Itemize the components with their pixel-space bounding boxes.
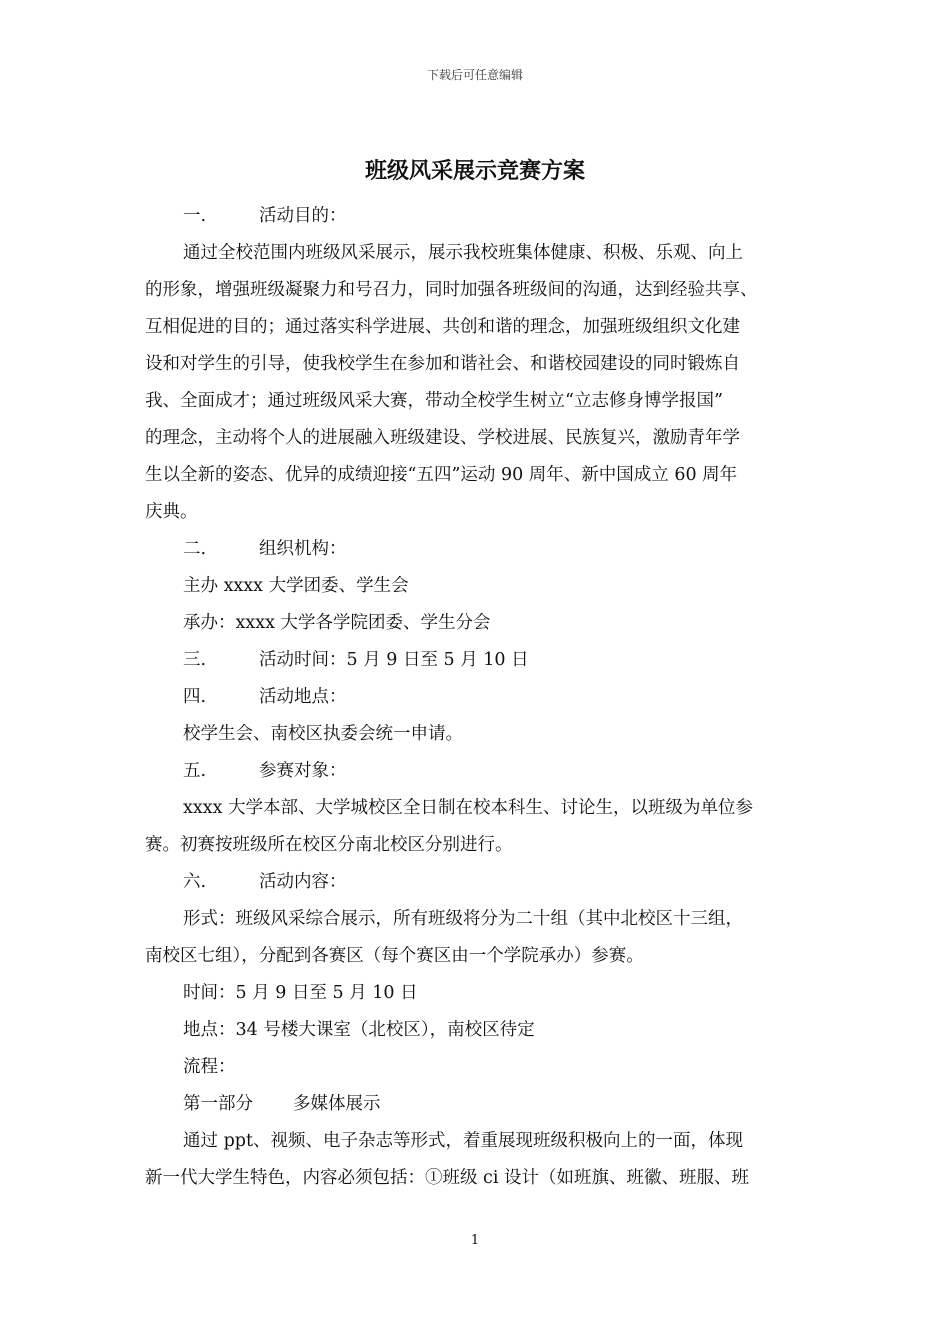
paragraph-line: 形式：班级风采综合展示，所有班级将分为二十组（其中北校区十三组， bbox=[183, 909, 743, 929]
paragraph-line: 赛。初赛按班级所在校区分南北校区分别进行。 bbox=[145, 835, 513, 855]
paragraph-line: 南校区七组），分配到各赛区（每个赛区由一个学院承办）参赛。 bbox=[145, 946, 644, 966]
section-label: 参赛对象： bbox=[259, 761, 347, 781]
paragraph-line: 通过全校范围内班级风采展示，展示我校班集体健康、积极、乐观、向上 bbox=[183, 243, 743, 263]
section-heading-organization bbox=[145, 531, 810, 568]
section-number: 五. bbox=[183, 761, 207, 781]
section-heading-purpose bbox=[145, 198, 810, 235]
section-label: 活动目的： bbox=[259, 206, 347, 226]
section-heading-time bbox=[145, 642, 810, 679]
paragraph-line: 新一代大学生特色，内容必须包括：①班级 ci 设计（如班旗、班徽、班服、班 bbox=[145, 1168, 750, 1188]
flow-line: 流程： bbox=[183, 1057, 236, 1077]
section-number: 六. bbox=[183, 872, 207, 892]
paragraph-line: 我、全面成才；通过班级风采大赛，带动全校学生树立“立志修身博学报国” bbox=[145, 391, 723, 411]
paragraph-line: 庆典。 bbox=[145, 502, 198, 522]
section-label: 活动地点： bbox=[259, 687, 347, 707]
paragraph-line: xxxx 大学本部、大学城校区全日制在校本科生、讨论生，以班级为单位参 bbox=[183, 798, 754, 818]
section-number: 一. bbox=[183, 206, 207, 226]
section-heading-participants bbox=[145, 753, 810, 790]
section-heading-venue bbox=[145, 679, 810, 716]
part-heading bbox=[145, 1086, 810, 1123]
section-number: 三. bbox=[183, 650, 207, 670]
paragraph-line: 的理念，主动将个人的进展融入班级建设、学校进展、民族复兴，激励青年学 bbox=[145, 428, 740, 448]
section-heading-content bbox=[145, 864, 810, 901]
section-number: 四. bbox=[183, 687, 207, 707]
organizer-line: 承办：xxxx 大学各学院团委、学生分会 bbox=[183, 613, 491, 633]
document-title: 班级风采展示竞赛方案 bbox=[364, 159, 585, 184]
section-label: 组织机构： bbox=[259, 539, 347, 559]
paragraph-line: 生以全新的姿态、优异的成绩迎接“五四”运动 90 周年、新中国成立 60 周年 bbox=[145, 465, 738, 485]
place-line: 地点：34 号楼大课室（北校区），南校区待定 bbox=[183, 1020, 535, 1040]
section-label: 活动时间：5 月 9 日至 5 月 10 日 bbox=[259, 650, 529, 670]
paragraph-line: 设和对学生的引导，使我校学生在参加和谐社会、和谐校园建设的同时锻炼自 bbox=[145, 354, 740, 374]
host-line: 主办 xxxx 大学团委、学生会 bbox=[183, 576, 409, 596]
section-label: 活动内容： bbox=[259, 872, 347, 892]
page-header: 下载后可任意编辑 bbox=[426, 68, 523, 82]
paragraph-line: 通过 ppt、视频、电子杂志等形式，着重展现班级积极向上的一面，体现 bbox=[183, 1131, 743, 1151]
page-number: 1 bbox=[470, 1233, 480, 1248]
section-number: 二. bbox=[183, 539, 207, 559]
venue-line: 校学生会、南校区执委会统一申请。 bbox=[183, 724, 463, 744]
part-label: 多媒体展示 bbox=[293, 1094, 381, 1114]
paragraph-line: 的形象，增强班级凝聚力和号召力，同时加强各班级间的沟通，达到经验共享、 bbox=[145, 280, 758, 300]
document-body bbox=[145, 198, 810, 1197]
paragraph-line: 互相促进的目的；通过落实科学进展、共创和谐的理念，加强班级组织文化建 bbox=[145, 317, 740, 337]
time-line: 时间：5 月 9 日至 5 月 10 日 bbox=[183, 983, 418, 1003]
part-number: 第一部分 bbox=[183, 1094, 253, 1114]
